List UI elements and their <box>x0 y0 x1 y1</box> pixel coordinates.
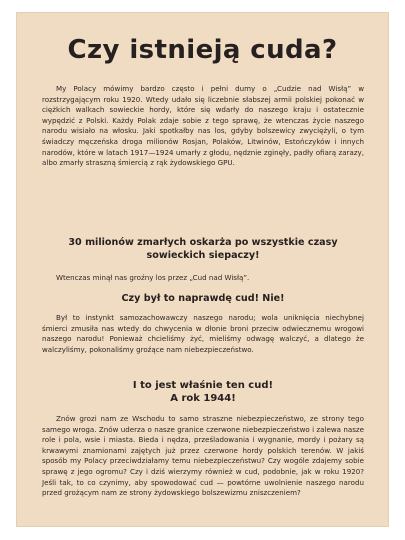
paragraph-1944: Znów grozi nam ze Wschodu to samo straszne niebezpieczeństwo, ze strony tego samego wroga. Znów uderza o nasze granice czerwone niebezpieczeństwo i zalewa nasze role i pola, wsie i miasta. Bieda i nędza, prześladowania i wygnanie, mordy i pożary są krwawymi znamionami zajętych już przez czerwone hordy polskich terenów. W jakiś sposób my Polacy przeciwdziałamy temu niebezpieczeństwu? Czy wogóle zdajemy sobie sprawę z jego ogromu? Czy i dziś wierzymy również w cud, podobnie, jak w roku 1920? Jeśli tak, to co czynimy, aby spowodować cud — powtórne uwolnienie naszego narodu przed grożącym nam ze strony żydowskiego bolszewizmu zniszczeniem? <box>42 414 364 498</box>
headline-30-milionow-line-2: sowieckich siepaczy! <box>146 250 260 261</box>
headline-rok-1944-line-1: I to jest właśnie ten cud! <box>132 380 274 391</box>
leaflet-title: Czy istnieją cuda? <box>67 35 338 65</box>
paragraph-cud-nad-wisla: Wtenczas minął nas groźny los przez „Cud nad Wisłą”. <box>56 273 250 282</box>
headline-30-milionow <box>37 236 369 262</box>
paragraph-instynkt: Był to instynkt samozachowawczy naszego narodu; wola uniknięcia niechybnej śmierci zmusiła nas wtedy do chwycenia w dłonie broni przeciw odwiecznemu wrogowi naszego narodu! Ponieważ chcieliśmy żyć, mieliśmy odwagę walczyć, a dlatego że walczyliśmy, pokonaliśmy groźące nam niebezpieczeństwo. <box>42 313 364 354</box>
headline-30-milionow-line-1: 30 milionów zmarłych oskarża po wszystkie czasy <box>68 237 338 248</box>
headline-rok-1944-line-2: A rok 1944! <box>170 393 236 404</box>
paragraph-1920: My Polacy mówimy bardzo często i pełni dumy o „Cudzie nad Wisłą” w rozstrzygającym roku 1920. Wtedy udało się liczebnie słabszej armii polskiej pokonać w ciężkich walkach sowieckie hordy, które się wdarły do naszego kraju i ostatecznie wypędzić z Polski. Każdy Polak zdaje sobie z tego sprawę, że wtenczas życie naszego narodu wisiało na włosku. Jaki spotkałby nas los, gdyby bolszewicy zwyciężyli, o tym świadczy męczeńska droga milionów Rosjan, Polaków, Litwinów, Estończyków i innych narodów, które w latach 1917—1924 umarły z głodu, nędznie zginęły, padły ofiarą zarazy, albo zmarły straszną śmiercią z rąk żydowskiego GPU. <box>42 84 364 168</box>
headline-czy-byl-to-cud: Czy był to naprawdę cud! Nie! <box>121 293 285 304</box>
leaflet-page <box>17 13 388 526</box>
headline-rok-1944 <box>37 379 369 405</box>
